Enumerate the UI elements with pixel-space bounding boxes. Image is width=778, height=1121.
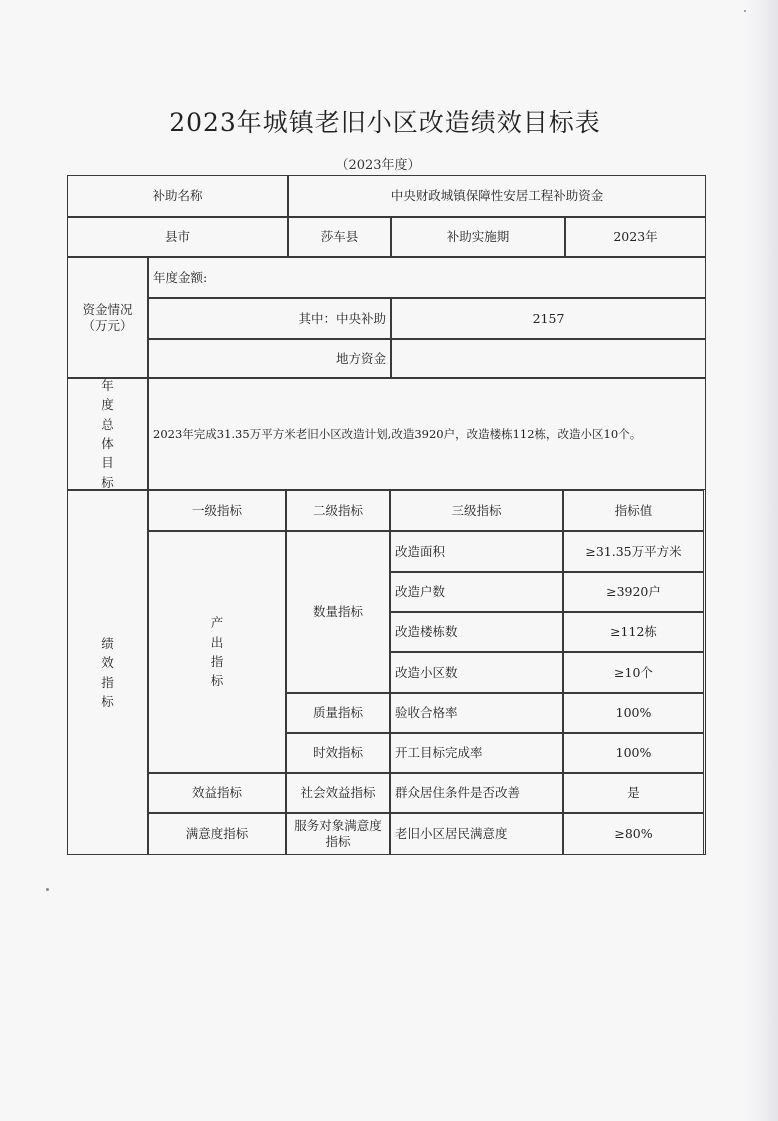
annual-amount-label: 年度金额: [148,257,706,298]
indicator-value: ≥31.35万平方米 [563,531,704,572]
indicator-value: ≥80% [563,813,704,855]
social-benefit-indicators-label: 社会效益指标 [286,773,390,813]
indicator-value: ≥10个 [563,652,704,693]
quality-indicators-label: 质量指标 [286,693,390,733]
scan-speck [744,10,746,12]
central-subsidy-value: 2157 [391,298,706,339]
county-label: 县市 [67,217,288,257]
output-indicators-label-text: 产出指标 [210,615,224,689]
central-subsidy-label: 其中：中央补助 [148,298,391,339]
quantity-indicators-label: 数量指标 [286,531,390,693]
header-level3: 三级指标 [390,490,563,531]
indicator-name: 群众居住条件是否改善 [390,773,563,813]
indicator-name: 改造楼栋数 [390,612,563,652]
header-level2: 二级指标 [286,490,390,531]
indicator-value: 是 [563,773,704,813]
page-title: 2023年城镇老旧小区改造绩效目标表 [169,108,601,137]
service-satisfaction-indicators-label: 服务对象满意度指标 [286,813,390,855]
header-level1: 一级指标 [148,490,286,531]
local-funds-label: 地方资金 [148,339,391,378]
benefit-indicators-label: 效益指标 [148,773,286,813]
indicator-name: 改造小区数 [390,652,563,693]
indicator-name: 验收合格率 [390,693,563,733]
local-funds-value [391,339,706,378]
funds-label-text: 资金情况（万元） [82,301,133,333]
county-value: 莎车县 [288,217,391,257]
annual-goal-label [67,378,148,490]
indicator-name: 改造面积 [390,531,563,572]
satisfaction-indicators-label: 满意度指标 [148,813,286,855]
scan-speck [46,888,49,891]
performance-indicators-label-text: 绩效指标 [101,635,114,709]
timeliness-indicators-label: 时效指标 [286,733,390,773]
output-indicators-label [148,531,286,773]
indicator-value: ≥3920户 [563,572,704,612]
indicator-value: 100% [563,733,704,773]
subsidy-name-value: 中央财政城镇保障性安居工程补助资金 [288,175,706,217]
subsidy-name-label: 补助名称 [67,175,288,217]
indicator-value: ≥112栋 [563,612,704,652]
period-label: 补助实施期 [391,217,565,257]
indicator-name: 老旧小区居民满意度 [390,813,563,855]
indicator-name: 开工目标完成率 [390,733,563,773]
period-value: 2023年 [565,217,706,257]
annual-goal-label-text: 年度总体目标 [101,377,114,490]
performance-indicators-label [67,490,148,855]
indicator-value: 100% [563,693,704,733]
indicator-name: 改造户数 [390,572,563,612]
header-value: 指标值 [563,490,704,531]
funds-label [67,257,148,378]
page-subtitle: （2023年度） [335,158,421,173]
annual-goal-text: 2023年完成31.35万平方米老旧小区改造计划,改造3920户，改造楼栋112栋，改造小区10个。 [148,378,706,490]
